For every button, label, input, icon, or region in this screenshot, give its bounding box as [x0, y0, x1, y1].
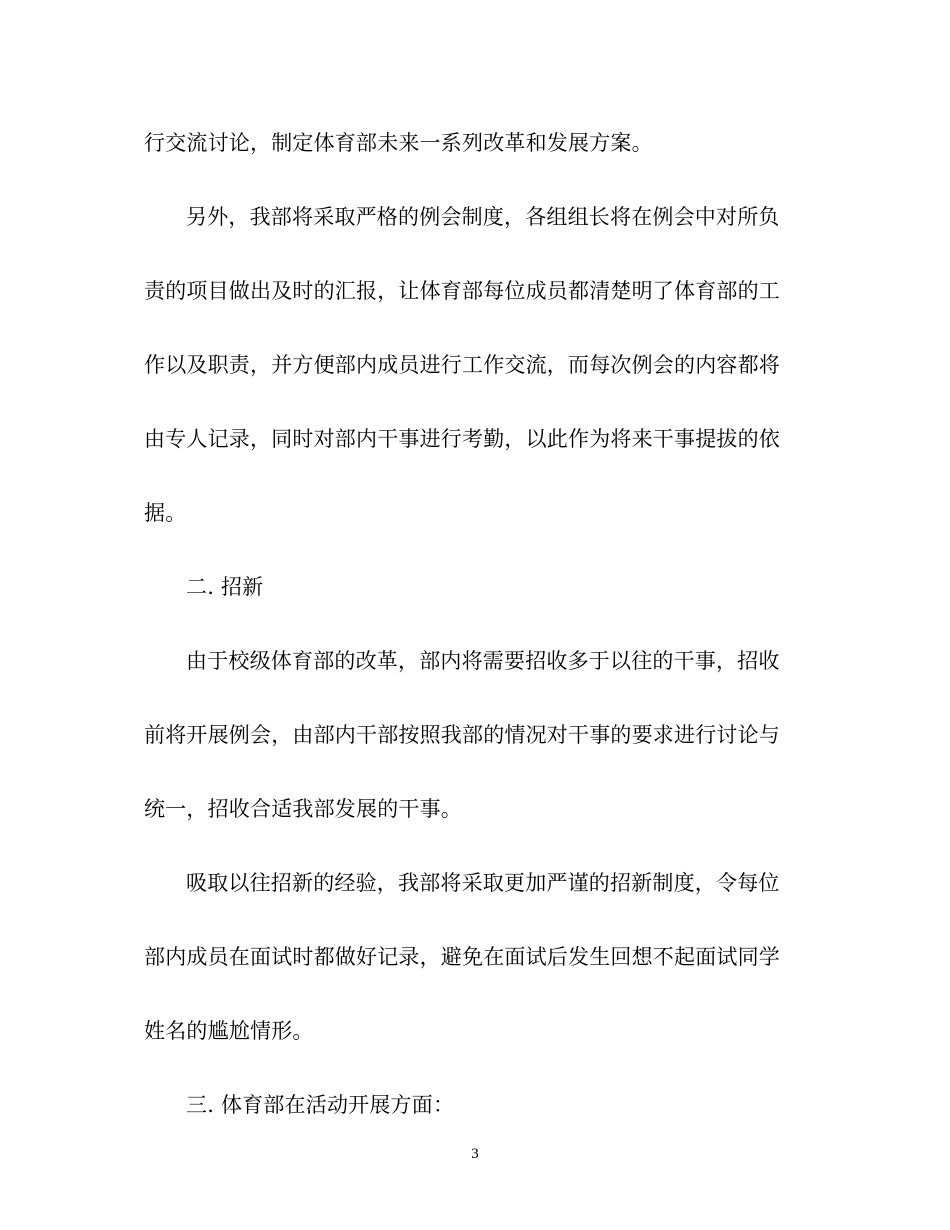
- paragraph-line: 吸取以往招新的经验，我部将采取更加严谨的招新制度，令每位: [186, 871, 780, 895]
- page-number: 3: [471, 1146, 479, 1162]
- paragraph-line: 部内成员在面试时都做好记录，避免在面试后发生回想不起面试同学: [144, 945, 780, 969]
- paragraph-line: 作以及职责，并方便部内成员进行工作交流，而每次例会的内容都将: [144, 353, 780, 377]
- paragraph-line: 姓名的尴尬情形。: [144, 1019, 314, 1043]
- section-heading: 三. 体育部在活动开展方面：: [186, 1093, 455, 1117]
- paragraph-line: 据。: [144, 501, 187, 525]
- section-heading: 二. 招新: [186, 575, 264, 599]
- paragraph-line: 行交流讨论，制定体育部未来一系列改革和发展方案。: [144, 131, 653, 155]
- paragraph-line: 前将开展例会，由部内干部按照我部的情况对干事的要求进行讨论与: [144, 723, 780, 747]
- paragraph-line: 由专人记录，同时对部内干事进行考勤，以此作为将来干事提拔的依: [144, 427, 780, 451]
- paragraph-line: 责的项目做出及时的汇报，让体育部每位成员都清楚明了体育部的工: [144, 279, 780, 303]
- paragraph-line: 另外，我部将采取严格的例会制度，各组组长将在例会中对所负: [186, 205, 780, 229]
- paragraph-line: 统一，招收合适我部发展的干事。: [144, 797, 462, 821]
- paragraph-line: 由于校级体育部的改革，部内将需要招收多于以往的干事，招收: [186, 649, 780, 673]
